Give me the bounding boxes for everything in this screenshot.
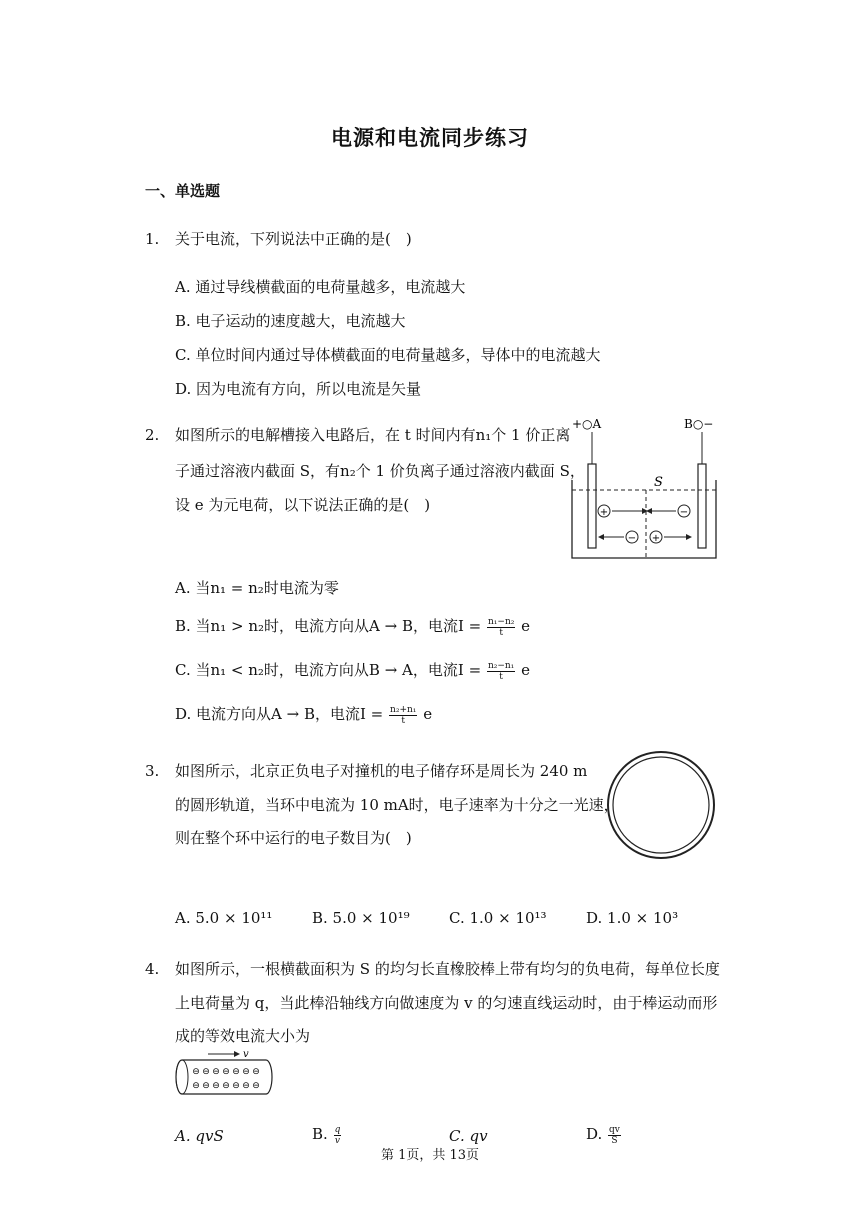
q3-option-b: B. 5.0 × 10¹⁹ [312, 909, 410, 927]
q3-stem-line1: 如图所示，北京正负电子对撞机的电子储存环是周长为 240 m [175, 762, 588, 780]
q3-option-d: D. 1.0 × 10³ [586, 909, 679, 927]
q1-option-b: B. 电子运动的速度越大，电流越大 [175, 312, 406, 330]
svg-text:+: + [651, 533, 661, 544]
q2-option-b: B. 当n₁ > n₂时，电流方向从A → B，电流I = $\frac{\text{n₁−n₂}}{t}$ e [175, 616, 531, 638]
svg-text:−: − [627, 533, 637, 544]
q4-option-d: D. $\frac{qv}{S}$ [586, 1124, 620, 1146]
svg-text:⊖: ⊖ [222, 1081, 230, 1091]
rubber-rod-figure [172, 1046, 278, 1098]
svg-text:⊖: ⊖ [192, 1081, 200, 1091]
svg-text:⊖: ⊖ [192, 1067, 200, 1077]
svg-text:⊖: ⊖ [212, 1081, 220, 1091]
q1-option-d: D. 因为电流有方向，所以电流是矢量 [175, 380, 422, 398]
electrode-b [698, 464, 706, 548]
q2-number: 2. [145, 426, 160, 444]
q2-option-a: A. 当n₁ = n₂时电流为零 [175, 579, 339, 597]
q3-number: 3. [145, 762, 160, 780]
svg-text:⊖: ⊖ [202, 1067, 210, 1077]
svg-text:⊖: ⊖ [232, 1067, 240, 1077]
label-terminal-b: B○− [684, 417, 714, 431]
svg-text:−: − [679, 507, 689, 518]
q2-option-c: C. 当n₁ < n₂时，电流方向从B → A，电流I = $\frac{\text{n₂−n₁}}{t}$ e [175, 660, 530, 682]
svg-text:⊖: ⊖ [222, 1067, 230, 1077]
q2-option-c-fraction: $\frac{\text{n₂−n₁}}{t}$ [487, 660, 515, 682]
q4-option-b: B. $\frac{q}{v}$ [312, 1124, 341, 1146]
svg-text:⊖: ⊖ [232, 1081, 240, 1091]
page-title: 电源和电流同步练习 [331, 125, 529, 150]
q4-option-a: A. qvS [175, 1127, 224, 1145]
svg-text:+: + [599, 507, 609, 518]
q4-option-c: C. qv [449, 1127, 488, 1145]
storage-ring-figure [604, 748, 718, 862]
q2-option-b-text: B. 当n₁ > n₂时，电流方向从A → B，电流I = [175, 617, 482, 635]
electrode-a [588, 464, 596, 548]
q4-stem-line2: 上电荷量为 q，当此棒沿轴线方向做速度为 v 的匀速直线运动时，由于棒运动而形 [175, 994, 718, 1012]
q1-number: 1. [145, 230, 160, 248]
q2-option-d-text: D. 电流方向从A → B，电流I = [175, 705, 384, 723]
svg-text:⊖: ⊖ [202, 1081, 210, 1091]
q2-option-d: D. 电流方向从A → B，电流I = $\frac{\text{n₂+n₁}}{t}$ e [175, 704, 433, 726]
q2-option-d-fraction: $\frac{\text{n₂+n₁}}{t}$ [390, 704, 417, 726]
q1-option-a: A. 通过导线横截面的电荷量越多，电流越大 [175, 278, 466, 296]
q3-option-c: C. 1.0 × 10¹³ [449, 909, 547, 927]
q4-number: 4. [145, 960, 160, 978]
label-terminal-a: +○A [572, 417, 602, 431]
tank [572, 480, 716, 558]
q3-stem-line3: 则在整个环中运行的电子数目为( ) [175, 829, 412, 847]
page-footer: 第 1页，共 13页 [380, 1148, 480, 1163]
q4-stem-line3: 成的等效电流大小为 [175, 1027, 311, 1045]
q2-option-c-text: C. 当n₁ < n₂时，电流方向从B → A，电流I = [175, 661, 482, 679]
q1-option-c: C. 单位时间内通过导体横截面的电荷量越多，导体中的电流越大 [175, 346, 601, 364]
q3-stem-line2: 的圆形轨道，当环中电流为 10 mA时，电子速率为十分之一光速， [175, 796, 619, 814]
q2-stem-line2: 子通过溶液内截面 S，有n₂个 1 价负离子通过溶液内截面 S， [175, 462, 585, 480]
q1-stem: 关于电流，下列说法中正确的是( ) [175, 230, 412, 248]
q4-option-b-fraction: $\frac{q}{v}$ [334, 1124, 341, 1146]
q2-stem-line1: 如图所示的电解槽接入电路后，在 t 时间内有n₁个 1 价正离 [175, 426, 571, 444]
q3-option-a: A. 5.0 × 10¹¹ [175, 909, 273, 927]
q4-option-d-fraction: $\frac{qv}{S}$ [609, 1124, 620, 1146]
q2-stem-line3: 设 e 为元电荷，以下说法正确的是( ) [175, 496, 431, 514]
svg-text:⊖: ⊖ [242, 1067, 250, 1077]
section-heading: 一、单选题 [145, 182, 221, 200]
svg-text:⊖: ⊖ [242, 1081, 250, 1091]
q4-stem-line1: 如图所示，一根横截面积为 S 的均匀长直橡胶棒上带有均匀的负电荷，每单位长度 [175, 960, 720, 978]
svg-text:⊖: ⊖ [252, 1081, 260, 1091]
q2-option-b-fraction: $\frac{\text{n₁−n₂}}{t}$ [488, 616, 515, 638]
label-s: S [654, 475, 663, 490]
svg-text:⊖: ⊖ [212, 1067, 220, 1077]
svg-text:⊖: ⊖ [252, 1067, 260, 1077]
electrolytic-cell-figure [568, 412, 718, 562]
label-v: v [243, 1049, 249, 1060]
